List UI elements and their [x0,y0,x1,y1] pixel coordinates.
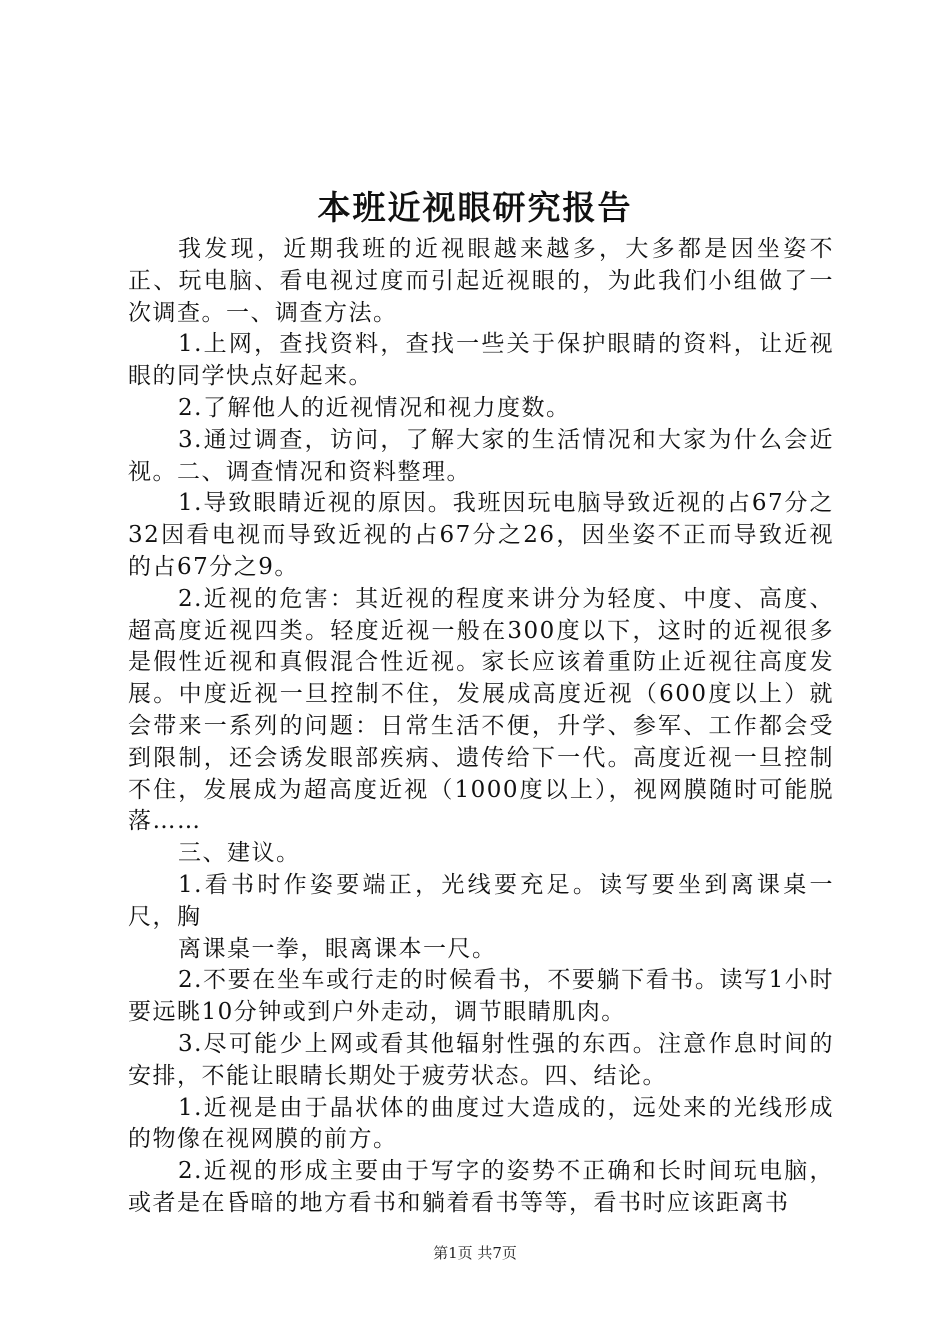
document-title: 本班近视眼研究报告 [317,188,633,227]
page-footer: 第1页 共7页 [433,1244,517,1262]
paragraph-suggestion-3: 3.尽可能少上网或看其他辐射性强的东西。注意作息时间的安排，不能让眼睛长期处于疲劳状态。四、结论。 [128,1030,834,1089]
paragraph-method-2: 2.了解他人的近视情况和视力度数。 [178,394,571,421]
paragraph-suggestion-1: 1.看书时作姿要端正，光线要充足。读写要坐到离课桌一尺，胸 [128,871,834,930]
paragraph-harm: 2.近视的危害：其近视的程度来讲分为轻度、中度、高度、超高度近视四类。轻度近视一般在300度以下，这时的近视很多是假性近视和真假混合性近视。家长应该着重防止近视往高度发展。中度近视一旦控制不住，发展成高度近视（600度以上）就会带来一系列的问题：日常生活不便，升学、参军、工作都会受到限制，还会诱发眼部疾病、遗传给下一代。高度近视一旦控制不住，发展成为超高度近视（1000度以上），视网膜随时可能脱落…… [128,585,834,835]
document-body [128,234,834,1220]
paragraph-suggestion-1-cont: 离课桌一拳，眼离课本一尺。 [178,935,497,962]
paragraph-causes: 1.导致眼睛近视的原因。我班因玩电脑导致近视的占67分之32因看电视而导致近视的占67分之26，因坐姿不正而导致近视的占67分之9。 [128,490,834,580]
paragraph-method-1: 1.上网，查找资料，查找一些关于保护眼睛的资料，让近视眼的同学快点好起来。 [128,331,834,390]
paragraph-suggestion-2: 2.不要在坐车或行走的时候看书，不要躺下看书。读写1小时要远眺10分钟或到户外走动，调节眼睛肌肉。 [128,967,834,1026]
paragraph-conclusion-2: 2.近视的形成主要由于写字的姿势不正确和长时间玩电脑，或者是在昏暗的地方看书和躺着看书等等，看书时应该距离书 [128,1158,834,1216]
paragraph-intro: 我发现，近期我班的近视眼越来越多，大多都是因坐姿不正、玩电脑、看电视过度而引起近视眼的，为此我们小组做了一次调查。一、调查方法。 [128,236,834,326]
paragraph-method-3: 3.通过调查，访问，了解大家的生活情况和大家为什么会近视。二、调查情况和资料整理。 [128,426,834,485]
paragraph-conclusion-1: 1.近视是由于晶状体的曲度过大造成的，远处来的光线形成的物像在视网膜的前方。 [128,1094,834,1153]
paragraph-suggestions-heading: 三、建议。 [178,840,301,867]
